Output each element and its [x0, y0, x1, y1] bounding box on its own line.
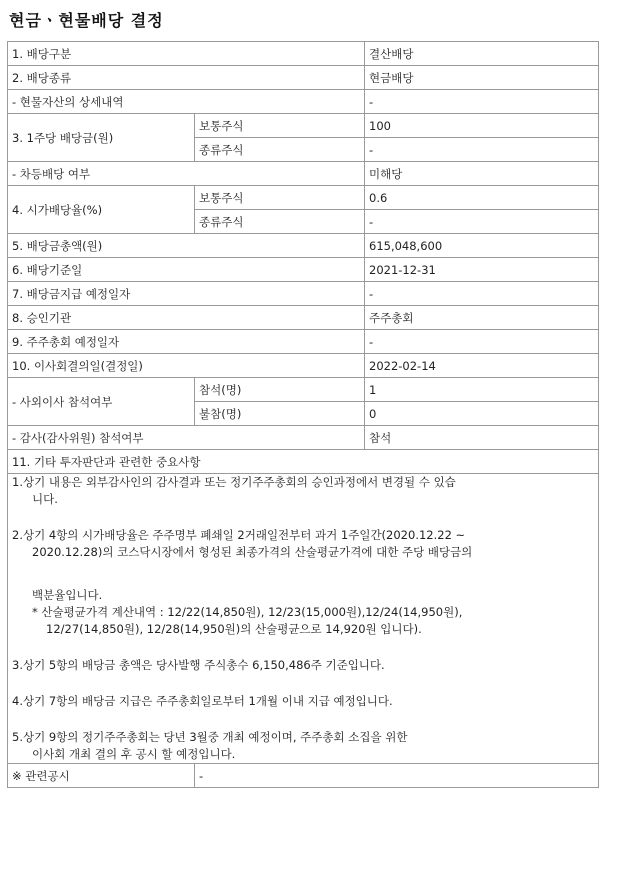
table-row: [8, 234, 599, 258]
row-sublabel: 종류주식: [195, 210, 365, 234]
row-sublabel: 불참(명): [195, 402, 365, 426]
related-label: ※ 관련공시: [8, 764, 195, 788]
row-value: -: [365, 210, 599, 234]
row-sublabel: 보통주식: [195, 186, 365, 210]
row-value: -: [365, 330, 599, 354]
table-row: [8, 378, 599, 402]
row-sublabel: 종류주식: [195, 138, 365, 162]
table-row: [8, 282, 599, 306]
row-value: 0.6: [365, 186, 599, 210]
table-row: [8, 162, 599, 186]
row-value: 2021-12-31: [365, 258, 599, 282]
note-text: 2.상기 4항의 시가배당율은 주주명부 폐쇄일 2거래일전부터 과거 1주일간(2020.12.22 ~: [12, 528, 466, 542]
row-value: 결산배당: [365, 42, 599, 66]
table-row: [8, 450, 599, 474]
table-row: [8, 90, 599, 114]
note-text: 백분율입니다.: [32, 588, 103, 602]
row-value: -: [365, 138, 599, 162]
row-label: 10. 이사회결의일(결정일): [8, 354, 365, 378]
row-label: 4. 시가배당율(%): [8, 186, 195, 234]
row-label: 1. 배당구분: [8, 42, 365, 66]
table-row: [8, 764, 599, 788]
row-label: - 현물자산의 상세내역: [8, 90, 365, 114]
row-label: - 감사(감사위원) 참석여부: [8, 426, 365, 450]
table-row: [8, 306, 599, 330]
related-value: -: [195, 764, 599, 788]
table-row: [8, 114, 599, 138]
note-text: 4.상기 7항의 배당금 지급은 주주총회일로부터 1개월 이내 지급 예정입니다.: [12, 694, 393, 708]
row-label: 11. 기타 투자판단과 관련한 중요사항: [8, 450, 599, 474]
row-label: 7. 배당금지급 예정일자: [8, 282, 365, 306]
note-text: * 산술평균가격 계산내역 : 12/22(14,850원), 12/23(15,000원),12/24(14,950원),: [32, 605, 463, 619]
row-label: 8. 승인기관: [8, 306, 365, 330]
page-title: 현금ㆍ현물배당 결정: [9, 11, 164, 30]
row-label: 6. 배당기준일: [8, 258, 365, 282]
row-label: - 차등배당 여부: [8, 162, 365, 186]
table-row: [8, 354, 599, 378]
row-value: 100: [365, 114, 599, 138]
table-row: [8, 42, 599, 66]
row-label: 3. 1주당 배당금(원): [8, 114, 195, 162]
note-text: 이사회 개최 결의 후 공시 할 예정입니다.: [32, 747, 236, 761]
row-label: 9. 주주총회 예정일자: [8, 330, 365, 354]
row-value: -: [365, 282, 599, 306]
dividend-table: [7, 41, 599, 788]
row-sublabel: 참석(명): [195, 378, 365, 402]
note-text: 5.상기 9항의 정기주주총회는 당년 3월중 개최 예정이며, 주주총회 소집을 위한: [12, 730, 408, 744]
table-row: [8, 426, 599, 450]
note-text: 1.상기 내용은 외부감사인의 감사결과 또는 정기주주총회의 승인과정에서 변경될 수 있습: [12, 475, 456, 489]
row-value: 참석: [365, 426, 599, 450]
note-text: 3.상기 5항의 배당금 총액은 당사발행 주식총수 6,150,486주 기준입니다.: [12, 658, 385, 672]
row-value: 615,048,600: [365, 234, 599, 258]
row-value: 2022-02-14: [365, 354, 599, 378]
table-row: [8, 66, 599, 90]
row-value: 현금배당: [365, 66, 599, 90]
notes-cell: [8, 474, 599, 764]
note-text: 12/27(14,850원), 12/28(14,950원)의 산술평균으로 14,920원 입니다).: [46, 622, 422, 636]
row-value: 주주총회: [365, 306, 599, 330]
row-value: -: [365, 90, 599, 114]
row-value: 1: [365, 378, 599, 402]
row-label: 2. 배당종류: [8, 66, 365, 90]
row-label: 5. 배당금총액(원): [8, 234, 365, 258]
row-value: 0: [365, 402, 599, 426]
row-label: - 사외이사 참석여부: [8, 378, 195, 426]
row-sublabel: 보통주식: [195, 114, 365, 138]
note-text: 니다.: [32, 492, 58, 506]
note-text: 2020.12.28)의 코스닥시장에서 형성된 최종가격의 산술평균가격에 대한 주당 배당금의: [32, 545, 473, 559]
table-row: [8, 330, 599, 354]
table-row: [8, 258, 599, 282]
notes-row: [8, 474, 599, 764]
table-row: [8, 186, 599, 210]
row-value: 미해당: [365, 162, 599, 186]
